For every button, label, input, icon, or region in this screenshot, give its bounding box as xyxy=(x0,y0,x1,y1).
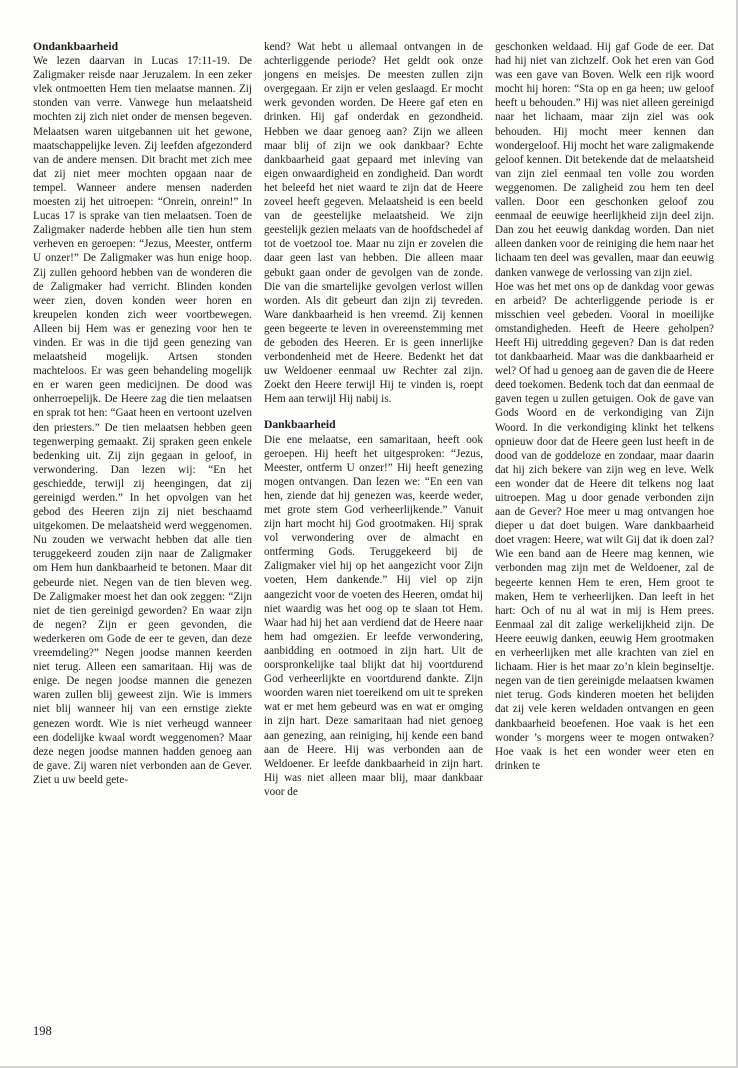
paragraph: kend? Wat hebt u allemaal ontvangen in de achterliggende periode? Het geldt ook onze jongens en meisjes. De meesten zullen zijn overgegaan. Er zijn er velen geslaagd. Er mocht werk gevonden worden. De Heere gaf eten en drinken. Hij gaf onderdak en gezondheid. Hebben we daar genoeg aan? Zijn we alleen maar blij of zijn we ook dankbaar? Echte dankbaarheid gaat gepaard met inleving van eigen onwaardigheid en zondigheid. Dan wordt het beleefd het niet waard te zijn dat de Heere zoveel heeft gegeven. Melaatsheid is een beeld van de geestelijke melaatsheid. We zijn geestelijk gezien melaats van de hoofdschedel af tot de voetzool toe. Maar nu zijn er zovelen die daar geen last van hebben. Die alleen maar gebukt gaan onder de gevolgen van de zonde. Die van die smartelijke gevolgen verlost willen worden. Als dit gebeurt dan zijn zij tevreden. Ware dankbaarheid is hen vreemd. Zij kennen geen begeerte te leven in overeenstemming met de geboden des Heeren. Er is geen innerlijke verbondenheid met de Heere. Bedenkt het dat uw Weldoener eenmaal uw Rechter zal zijn. Zoekt den Heere terwijl Hij te vinden is, roept Hem aan terwijl Hij nabij is. xyxy=(264,41,483,406)
column-2 xyxy=(264,40,483,799)
paragraph: geschonken weldaad. Hij gaf Gode de eer. Dat had hij niet van zichzelf. Ook het eren van God was een gave van Boven. Welk een rijk woord mocht hij horen: “Sta op en ga heen; uw geloof heeft u behouden.” Hij was niet alleen gereinigd naar het lichaam, maar zijn ziel was ook behouden. Hij mocht meer kennen dan wondergeloof. Hij mocht het ware zaligmakende geloof kennen. Dit betekende dat de melaatsheid van zijn ziel eenmaal ten volle zou worden weggenomen. De zaligheid zou hem ten deel vallen. Door een geschonken geloof zou eenmaal de eeuwige heerlijkheid zijn deel zijn. Dan zou het eeuwig dankdag worden. Dan niet alleen danken voor de reiniging die hem naar het lichaam ten deel was gevallen, maar dan eeuwig danken vanwege de verlossing van zijn ziel. xyxy=(495,41,714,279)
paragraph: We lezen daarvan in Lucas 17:11-19. De Zaligmaker reisde naar Jeruzalem. In een zeker vlek ontmoetten Hem tien melaatse mannen. Zij stonden van verre. Vanwege hun melaatsheid mochten zij zich niet onder de mensen begeven. Melaatsen waren uitgebannen uit het gewone, maatschappelijke leven. Zij leefden afgezonderd van de andere mensen. Dit bracht met zich mee dat zij niet meer mochten opgaan naar de tempel. Wanneer andere mensen naderden moesten zij het uitroepen: “Onrein, onrein!” In Lucas 17 is sprake van tien melaatsen. Toen de Zaligmaker naderde hebben alle tien hun stem verheven en geroepen: “Jezus, Meester, ontferm U onzer!” De Zaligmaker was hun enige hoop. Zij zullen gehoord hebben van de wonderen die de Zaligmaker had verricht. Blinden konden weer zien, doven konden weer horen en kreupelen konden zich weer voortbewegen. Alleen bij Hem was er genezing voor hen te vinden. Er was in die tijd geen genezing van melaatsheid mogelijk. Artsen stonden machteloos. Er was geen behandeling mogelijk en er waren geen medicijnen. De dood was onherroepelijk. De Heere zag die tien melaatsen en sprak tot hen: “Gaat heen en vertoont uzelven den priesters.” De tien melaatsen hebben geen tegenwerping gemaakt. Zij spraken geen enkele bedenking uit. Zij zijn gegaan in geloof, in verwondering. Dan lezen wij: “En het geschiedde, terwijl zij heengingen, dat zij gereinigd werden.” In het opvolgen van het gebod des Heeren zijn zij niet beschaamd uitgekomen. De melaatsheid werd weggenomen. Nu zouden we verwacht hebben dat alle tien teruggekeerd zouden zijn naar de Zaligmaker om Hem hun dankbaarheid te betonen. Maar dit gebeurde niet. Negen van de tien bleven weg. De Zaligmaker moest het dan ook zeggen: “Zijn niet de tien gereinigd geworden? En waar zijn de negen? Zijn er geen gevonden, die wederkeren om Gode de eer te geven, dan deze vreemdeling?” Negen joodse mannen keerden niet terug. Alleen een samaritaan. Hij was de enige. De negen joodse mannen die genezen waren zullen blij geweest zijn. Wie is immers niet blij wanneer hij van een ernstige ziekte genezen wordt. Wie is niet verheugd wanneer een dodelijke kwaal wordt weggenomen? Maar deze negen joodse mannen hadden genoeg aan de gave. Zij waren niet verbonden aan de Gever. Ziet u uw beeld gete- xyxy=(33,55,252,786)
column-3 xyxy=(495,40,714,773)
heading-ondankbaarheid: Ondankbaarheid xyxy=(33,40,119,53)
paragraph: Die ene melaatse, een samaritaan, heeft ook geroepen. Hij heeft het uitgesproken: “Jezus, Meester, ontferm U onzer!” Hij heeft genezing mogen ontvangen. Dan lezen we: “En een van hen, ziende dat hij genezen was, keerde weder, met grote stem God verheerlijkende.” Vanuit zijn hart mocht hij God grootmaken. Hij sprak vol verwondering over de almacht en ontferming Gods. Teruggekeerd bij de Zaligmaker viel hij op het aangezicht voor Zijn voeten, Hem dankende.” Hij viel op zijn aangezicht voor de voeten des Heeren, omdat hij niet waardig was het oog op te slaan tot Hem. Waar had hij het aan verdiend dat de Heere naar hem had omgezien. Er leefde verwondering, aanbidding en ootmoed in zijn hart. Uit de oorspronkelijke taal blijkt dat hij voortdurend God verheerlijkte en voortdurend dankte. Zijn woorden waren niet toereikend om uit te spreken wat er met hem gebeurd was en wat er omging in zijn hart. Deze samaritaan had niet genoeg aan genezing, aan reiniging, hij kende een band aan de Heere. Hij was verbonden aan de Weldoener. Er leefde dankbaarheid in zijn hart. Hij was niet alleen maar blij, maar dankbaar voor de xyxy=(264,433,484,798)
column-1 xyxy=(33,40,252,787)
heading-dankbaarheid: Dankbaarheid xyxy=(264,418,336,432)
page-number: 198 xyxy=(33,1024,52,1038)
paragraph: Hoe was het met ons op de dankdag voor gewas en arbeid? De achterliggende periode is er misschien veel gebeden. Vooral in moeilijke omstandigheden. Heeft de Heere geholpen? Heeft Hij uitredding gegeven? Dan is dat reden tot dankbaarheid. Maar was die dankbaarheid er wel? Of had u genoeg aan de gaven die de Heere deed toekomen. Bedenk toch dat dan eenmaal de gaven tegen u zullen getuigen. Ook de gave van Gods Woord en de verkondiging van Zijn Woord. In die verkondiging klinkt het telkens opnieuw door dat de Heere geen lust heeft in de dood van de goddeloze en zondaar, maar daarin dat hij zich bekere van zijn weg en leve. Welk een wonder dat de Heere dit telkens nog laat uitroepen. Mag u door genade verbonden zijn aan de Gever? Hoe meer u mag ontvangen hoe dieper u dat doet buigen. Ware dankbaarheid doet vragen: Heere, wat wilt Gij dat ik doen zal? Wie een band aan de Heere mag kennen, wie verbonden mag zijn met de Weldoener, zal de begeerte kennen Hem te eren, Hem groot te maken, Hem te verheerlijken. Dan leeft in het hart: Och of nu al wat in mij is Hem prees. Eenmaal zal dit zalige werkelijkheid zijn. De Heere eeuwig danken, eeuwig Hem grootmaken en verheerlijken met alle krachten van ziel en lichaam. Hier is het maar zo’n klein beginseltje. negen van de tien gereinigde melaatsen kwamen niet terug. Gods kinderen moeten het belijden dat zij vele keren weldaden ontvangen en geen dankbaarheid beoefenen. Hoe vaak is het een wonder ’s morgens weer te mogen ontwaken? Hoe vaak is het een wonder weer eten en drinken te xyxy=(495,280,714,772)
